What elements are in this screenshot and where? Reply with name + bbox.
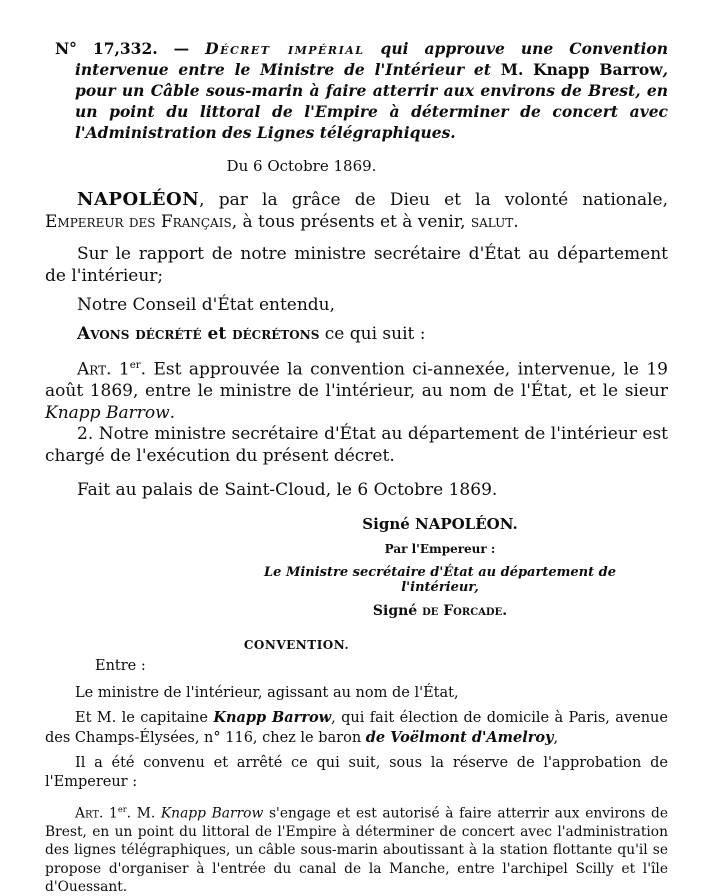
convention-title: CONVENTION.: [243, 637, 350, 652]
decree-number: N° 17,332. —: [55, 39, 206, 58]
article-1-label: Art. 1: [77, 359, 130, 380]
signature-block: [240, 515, 640, 619]
salutation-t3: .: [513, 211, 519, 232]
salutation-t2: , à tous présents et à venir,: [231, 211, 471, 232]
signature-ministre: Le Ministre secrétaire d'État au département de l'intérieur,: [264, 564, 616, 595]
party2-name2: de Voëlmont d'Amelroy: [365, 728, 554, 746]
salutation-salut: salut: [470, 211, 514, 232]
signature-forcade: [240, 603, 640, 619]
signature-par-empereur: Par l'Empereur :: [384, 541, 496, 556]
convention-article-1: [45, 800, 668, 896]
article-1-name: Knapp Barrow: [45, 402, 170, 423]
date-line: Du 6 Octobre 1869.: [226, 157, 377, 175]
decree-header-mid: qui approuve une Convention intervenue entre le Ministre de l'Intérieur et: [75, 39, 669, 79]
report-paragraph: Sur le rapport de notre ministre secrétaire d'État au département de l'intérieur;: [45, 244, 668, 286]
salutation-emperor-title: Empereur des Français: [45, 211, 232, 232]
fait-paragraph: Fait au palais de Saint-Cloud, le 6 Octobre 1869.: [77, 480, 498, 501]
decree-header-tail: , pour un Câble sous-marin à faire atterrir aux environs de Brest, en un point du littoral de l'Empire à déterminer de concert avec l'Administration des Lignes télégraphiques.: [75, 60, 668, 142]
conseil-paragraph: Notre Conseil d'État entendu,: [77, 295, 336, 315]
article-1-text: . Est approuvée la convention ci-annexée, intervenue, le 19 août 1869, entre le ministre de l'intérieur, au nom de l'État, et le sieur: [45, 359, 668, 402]
decree-title: Décret impérial: [205, 39, 365, 58]
formula-t1: et: [201, 323, 233, 344]
signature-forcade-dot: .: [502, 602, 508, 619]
article-1-sup: er: [129, 360, 141, 371]
convention-article-1-name: Knapp Barrow: [160, 805, 264, 822]
signature-napoleon: Signé NAPOLÉON.: [362, 514, 518, 533]
emperor-name: NAPOLÉON: [77, 189, 200, 210]
convention-article-1-label: Art. 1: [75, 805, 118, 822]
signature-forcade-name: de Forcade: [422, 602, 503, 619]
signature-forcade-pre: Signé: [372, 602, 423, 619]
formula-t2: ce qui suit :: [319, 323, 426, 344]
party2-paragraph: [45, 708, 668, 748]
party2-t3: ,: [553, 729, 559, 746]
salutation-t1: , par la grâce de Dieu et la volonté nationale,: [199, 190, 668, 210]
decree-header-name: M. Knapp Barrow: [500, 60, 663, 79]
convenu-paragraph: Il a été convenu et arrêté ce qui suit, sous la réserve de l'approbation de l'Empereur :: [45, 754, 668, 790]
salutation-paragraph: [45, 189, 668, 233]
party1-paragraph: Le ministre de l'intérieur, agissant au nom de l'État,: [75, 684, 459, 701]
convention-article-1-sup: er: [117, 803, 127, 814]
convention-article-1-t1: . M.: [126, 805, 161, 822]
article-1-dot: .: [169, 402, 176, 423]
formula-sc2: décrétons: [232, 323, 320, 344]
formula-sc1: Avons décrété: [77, 323, 202, 344]
article-1-paragraph: [45, 355, 668, 424]
party2-t1: Et M. le capitaine: [75, 709, 214, 726]
article-2-paragraph: 2. Notre ministre secrétaire d'État au département de l'intérieur est chargé de l'exécution du présent décret.: [45, 424, 668, 466]
decree-header: [45, 38, 668, 143]
convention-article-1-text: s'engage et est autorisé à faire atterrir aux environs de Brest, en un point du littoral de l'Empire à déterminer de concert avec l'administration des lignes télégraphiques, un câble sous-marin aboutissant à la station flottante qu'il se propose d'organiser à l'entrée du canal de la Manche, entre l'archipel Scilly et l'île d'Ouessant.: [45, 805, 668, 896]
entre-line: Entre :: [95, 657, 146, 674]
party2-name1: Knapp Barrow: [213, 708, 332, 726]
party2-t2: , qui fait élection de domicile à Paris, avenue des Champs-Élysées, n° 116, chez le baron: [45, 709, 668, 746]
decree-formula: [45, 324, 668, 346]
